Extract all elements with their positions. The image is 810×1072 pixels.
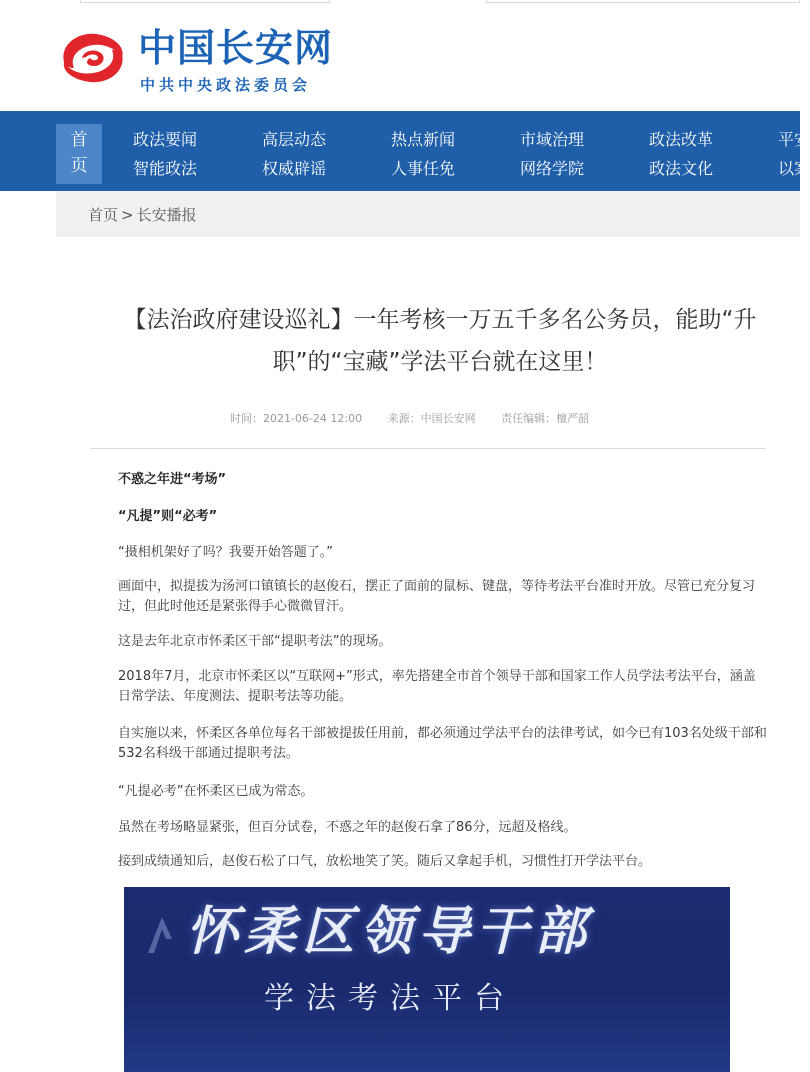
- nav-home-button[interactable]: [56, 124, 102, 184]
- article-banner-image: [124, 887, 730, 1072]
- nav-item-shiyu-zhili[interactable]: 市域治理: [520, 130, 585, 149]
- nav-item-zhineng-zhengfa[interactable]: 智能政法: [133, 159, 198, 178]
- nav-item-zhengfa-gaige[interactable]: 政法改革: [649, 130, 714, 149]
- nav-item-zhengfa-yaowen[interactable]: 政法要闻: [133, 130, 198, 149]
- article-paragraph: 2018年7月，北京市怀柔区以“互联网+”形式，率先搭建全市首个领导干部和国家工作人员学法考法平台，涵盖日常学法、年度测法、提职考法等功能。: [118, 669, 756, 704]
- breadcrumb-home-link[interactable]: 首页: [88, 206, 119, 224]
- site-header: [0, 4, 800, 111]
- nav-column-5: [649, 125, 713, 183]
- article-paragraph: “凡提必考”在怀柔区已成为常态。: [118, 784, 314, 799]
- site-logo-icon[interactable]: [56, 28, 130, 88]
- article-source: 来源：中国长安网: [387, 412, 476, 425]
- tab-edge-right: [486, 0, 800, 3]
- banner-subheadline: 学法考法平台: [264, 981, 516, 1016]
- site-subtitle: 中共中央政法委员会: [140, 76, 312, 94]
- article-heading-1: 不惑之年进“考场”: [118, 472, 227, 487]
- article-meta: [230, 410, 611, 426]
- nav-item-quanwei-piyao[interactable]: 权威辟谣: [262, 159, 327, 178]
- article-paragraph: 接到成绩通知后，赵俊石松了口气，放松地笑了笑。随后又拿起手机，习惯性打开学法平台。: [118, 854, 652, 869]
- article-paragraph: 画面中，拟提拔为汤河口镇镇长的赵俊石，摆正了面前的鼠标、键盘，等待考法平台准时开放。尽管已充分复习过，但此时他还是紧张得手心微微冒汗。: [118, 579, 756, 614]
- site-name[interactable]: 中国长安网: [138, 26, 334, 70]
- breadcrumb-bar: [56, 191, 800, 237]
- article-time: 时间：2021-06-24 12:00: [230, 412, 363, 425]
- article-paragraph: 自实施以来，怀柔区各单位每名干部被提拔任用前，都必须通过学法平台的法律考试，如今已有103名处级干部和532名科级干部通过提职考法。: [118, 726, 767, 761]
- title-divider: [90, 448, 766, 449]
- nav-item-zhengfa-wenhua[interactable]: 政法文化: [649, 159, 714, 178]
- nav-item-gaoceng-dongtai[interactable]: 高层动态: [262, 130, 327, 149]
- article-body: [56, 237, 800, 1072]
- nav-home-label-bottom: 页: [70, 156, 88, 176]
- nav-home-label-top: 首: [70, 130, 88, 150]
- banner-decoration-icon: [142, 909, 182, 959]
- nav-column-1: [133, 125, 197, 183]
- tab-edge-left: [80, 0, 330, 3]
- article-title: 【法治政府建设巡礼】一年考核一万五千多名公务员，能助“升职”的“宝藏”学法平台就在这里！: [123, 307, 757, 375]
- article-paragraph: “摄相机架好了吗？我要开始答题了。”: [118, 545, 333, 560]
- breadcrumb-current-link[interactable]: 长安播报: [136, 206, 197, 224]
- main-nav: [0, 111, 810, 191]
- article-paragraph: 虽然在考场略显紧张，但百分试卷，不惑之年的赵俊石拿了86分，远超及格线。: [118, 820, 577, 835]
- nav-item-renshi-renmian[interactable]: 人事任免: [391, 159, 456, 178]
- nav-item-yian[interactable]: 以案: [778, 159, 810, 178]
- nav-item-redian-xinwen[interactable]: 热点新闻: [391, 130, 456, 149]
- article-heading-2: “凡提”则“必考”: [118, 509, 218, 524]
- nav-column-3: [391, 125, 455, 183]
- nav-column-6: [778, 125, 810, 183]
- article-paragraph: 这是去年北京市怀柔区干部“提职考法”的现场。: [118, 634, 392, 649]
- nav-column-4: [520, 125, 584, 183]
- nav-column-2: [262, 125, 326, 183]
- breadcrumb: [88, 204, 197, 225]
- nav-item-pingan[interactable]: 平安: [778, 130, 810, 149]
- article-editor: 责任编辑：檀严韶: [501, 412, 590, 425]
- breadcrumb-separator: >: [121, 206, 134, 224]
- banner-headline: 怀柔区领导干部: [186, 901, 593, 962]
- nav-item-wangluo-xueyuan[interactable]: 网络学院: [520, 159, 585, 178]
